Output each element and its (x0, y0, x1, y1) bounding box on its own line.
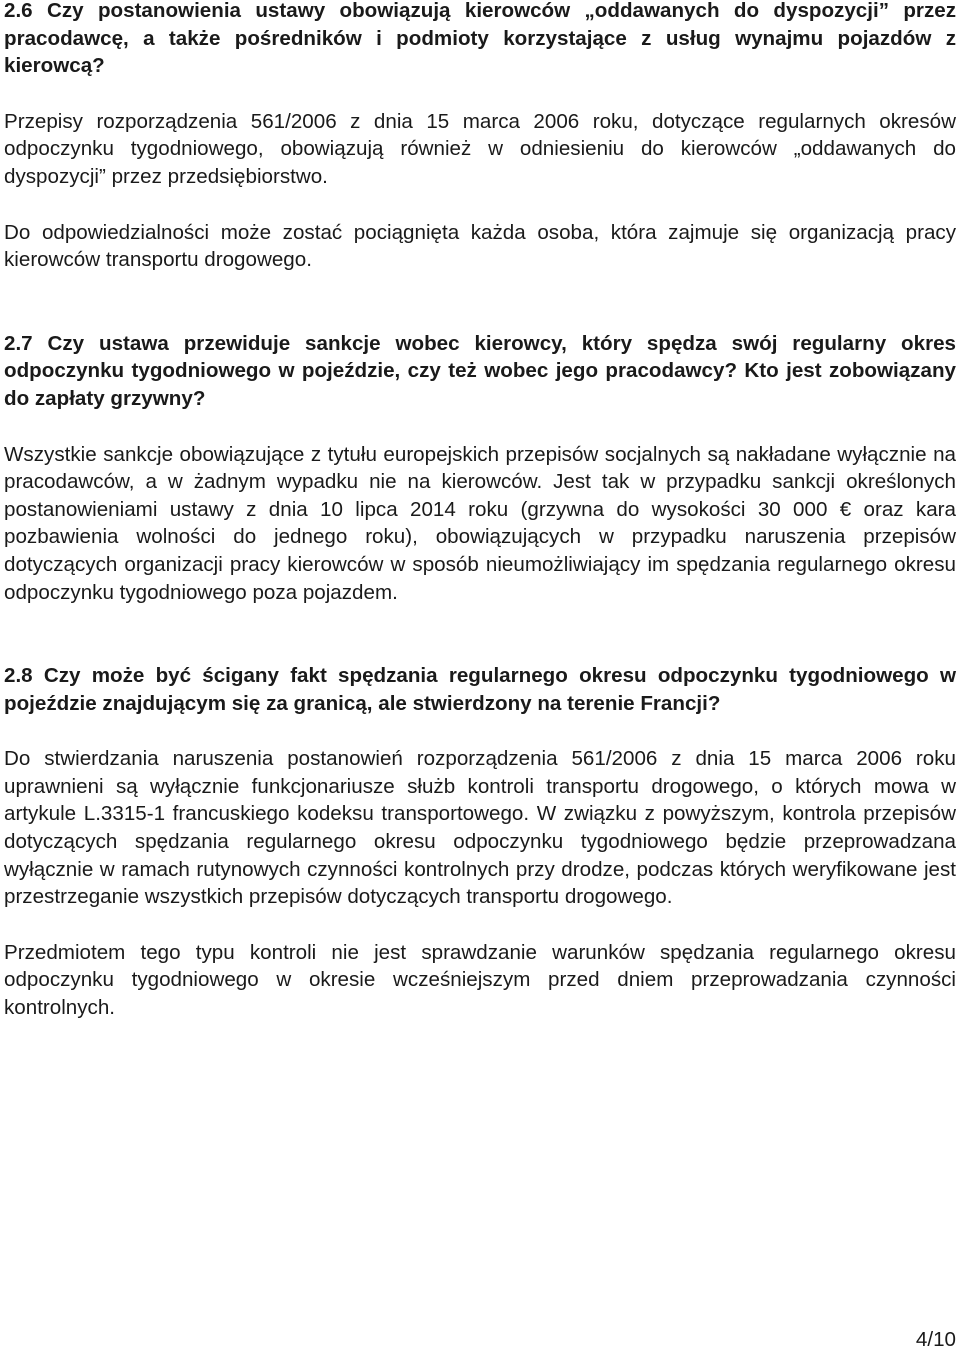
section-heading-2-7: 2.7 Czy ustawa przewiduje sankcje wobec kierowcy, który spędza swój regularny okres odpoczynku tygodniowego w pojeździe, czy też wobec jego pracodawcy? Kto jest zobowiązany do zapłaty grzywny? (4, 331, 956, 410)
section-2-6-paragraph-2: Do odpowiedzialności może zostać pociągnięta każda osoba, która zajmuje się organizacją pracy kierowców transportu drogowego. (4, 220, 956, 272)
page-number: 4/10 (915, 1328, 956, 1351)
section-2-6-paragraph-1: Przepisy rozporządzenia 561/2006 z dnia 15 marca 2006 roku, dotyczące regularnych okresów odpoczynku tygodniowego, obowiązują również w odniesieniu do kierowców „oddawanych do dyspozycji” przez przedsiębiorstwo. (4, 109, 956, 188)
section-2-8-paragraph-1: Do stwierdzania naruszenia postanowień rozporządzenia 561/2006 z dnia 15 marca 2006 roku uprawnieni są wyłącznie funkcjonariusze służb kontroli transportu drogowego, o których mowa w artykule L.3315-1 francuskiego kodeksu transportowego. W związku z powyższym, kontrola przepisów dotyczących spędzania regularnego okresu odpoczynku tygodniowego będzie przeprowadzana wyłącznie w ramach rutynowych czynności kontrolnych przy drodze, podczas których weryfikowane jest przestrzeganie wszystkich przepisów dotyczących transportu drogowego. (4, 747, 956, 909)
section-2-7-paragraph-1: Wszystkie sankcje obowiązujące z tytułu europejskich przepisów socjalnych są nakładane wyłącznie na pracodawców, a w żadnym wypadku nie na kierowców. Jest tak w przypadku sankcji określonych postanowieniami ustawy z dnia 10 lipca 2014 roku (grzywna do wysokości 30 000 € oraz kara pozbawienia wolności do jednego roku), obowiązujących w przypadku naruszenia przepisów dotyczących organizacji pracy kierowców w sposób nieumożliwiający im spędzania regularnego okresu odpoczynku tygodniowego poza pojazdem. (4, 442, 956, 604)
section-heading-2-8: 2.8 Czy może być ścigany fakt spędzania regularnego okresu odpoczynku tygodniowego w pojeździe znajdującym się za granicą, ale stwierdzony na terenie Francji? (4, 664, 956, 715)
section-2-8-paragraph-2: Przedmiotem tego typu kontroli nie jest sprawdzanie warunków spędzania regularnego okresu odpoczynku tygodniowego w okresie wcześniejszym przed dniem przeprowadzania czynności kontrolnych. (4, 940, 956, 1020)
section-heading-2-6: 2.6 Czy postanowienia ustawy obowiązują kierowców „oddawanych do dyspozycji” przez pracodawcę, a także pośredników i podmioty korzystające z usług wynajmu pojazdów z kierowcą? (4, 0, 956, 78)
document-page (4, 0, 956, 1022)
